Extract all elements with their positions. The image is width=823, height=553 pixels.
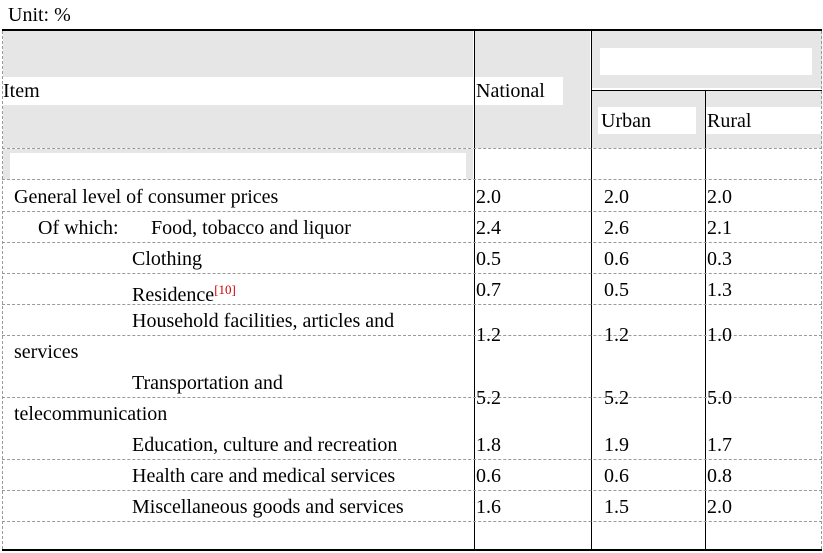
row-item: Miscellaneous goods and services: [132, 496, 404, 518]
header-urban: Urban: [601, 110, 651, 132]
spacer-bottom-divider: [2, 179, 822, 180]
row-divider: [2, 273, 822, 274]
row-national: 1.2: [476, 324, 501, 346]
row-item-with-note: [132, 278, 236, 307]
row-rural: 2.0: [707, 186, 732, 208]
footnote-marker[interactable]: [10]: [214, 282, 236, 297]
row-urban: 1.9: [604, 434, 629, 456]
table-left-border: [2, 31, 3, 549]
row-urban: 0.5: [604, 279, 629, 301]
rural-column-divider: [705, 90, 706, 549]
row-urban: 1.2: [604, 324, 629, 346]
row-urban: 0.6: [604, 465, 629, 487]
row-divider: [2, 490, 822, 491]
row-item-line2: telecommunication: [14, 403, 168, 425]
row-rural: 2.0: [707, 496, 732, 518]
header-bottom-divider: [2, 148, 822, 149]
row-item: Education, culture and recreation: [132, 434, 398, 456]
row-rural: 5.0: [707, 387, 732, 409]
row-divider: [2, 521, 822, 522]
row-national: 0.7: [476, 279, 501, 301]
header-item-band: [3, 77, 473, 105]
row-item-line1: Household facilities, articles and: [132, 310, 395, 332]
header-national: National: [476, 80, 545, 102]
row-divider: [2, 211, 822, 212]
spacer-box: [10, 153, 466, 179]
row-rural: 0.8: [707, 465, 732, 487]
row-rural: 1.3: [707, 279, 732, 301]
row-divider: [2, 397, 822, 398]
row-item: Health care and medical services: [132, 465, 396, 487]
row-item: General level of consumer prices: [14, 186, 279, 208]
row-rural: 1.0: [707, 324, 732, 346]
row-urban: 5.2: [604, 387, 629, 409]
row-national: 1.8: [476, 434, 501, 456]
row-divider: [2, 335, 822, 336]
row-urban: 0.6: [604, 248, 629, 270]
national-column-divider: [474, 31, 475, 549]
row-national: 0.6: [476, 465, 501, 487]
row-item-line1: Transportation and: [132, 372, 283, 394]
row-urban: 2.6: [604, 217, 629, 239]
row-rural: 0.3: [707, 248, 732, 270]
header-group-box: [600, 48, 812, 75]
row-item: Residence: [132, 284, 215, 306]
header-item: Item: [3, 80, 40, 102]
cpi-table: [2, 29, 822, 551]
unit-label: Unit: %: [8, 4, 71, 26]
row-item: Clothing: [132, 248, 203, 270]
row-item-line2: services: [14, 341, 79, 363]
row-national: 1.6: [476, 496, 501, 518]
row-national: 0.5: [476, 248, 501, 270]
row-urban: 1.5: [604, 496, 629, 518]
urban-column-divider: [591, 31, 592, 549]
row-rural: 2.1: [707, 217, 732, 239]
row-national: 5.2: [476, 387, 501, 409]
row-divider: [2, 304, 822, 305]
row-national: 2.4: [476, 217, 501, 239]
row-prefix: Of which:: [38, 217, 119, 239]
row-item: Food, tobacco and liquor: [151, 217, 351, 239]
row-divider: [2, 459, 822, 460]
row-urban: 2.0: [604, 186, 629, 208]
row-national: 2.0: [476, 186, 501, 208]
table-right-border: [821, 31, 822, 549]
row-rural: 1.7: [707, 434, 732, 456]
row-divider: [2, 242, 822, 243]
header-rural: Rural: [707, 110, 752, 132]
urban-rural-header-divider: [591, 90, 822, 91]
